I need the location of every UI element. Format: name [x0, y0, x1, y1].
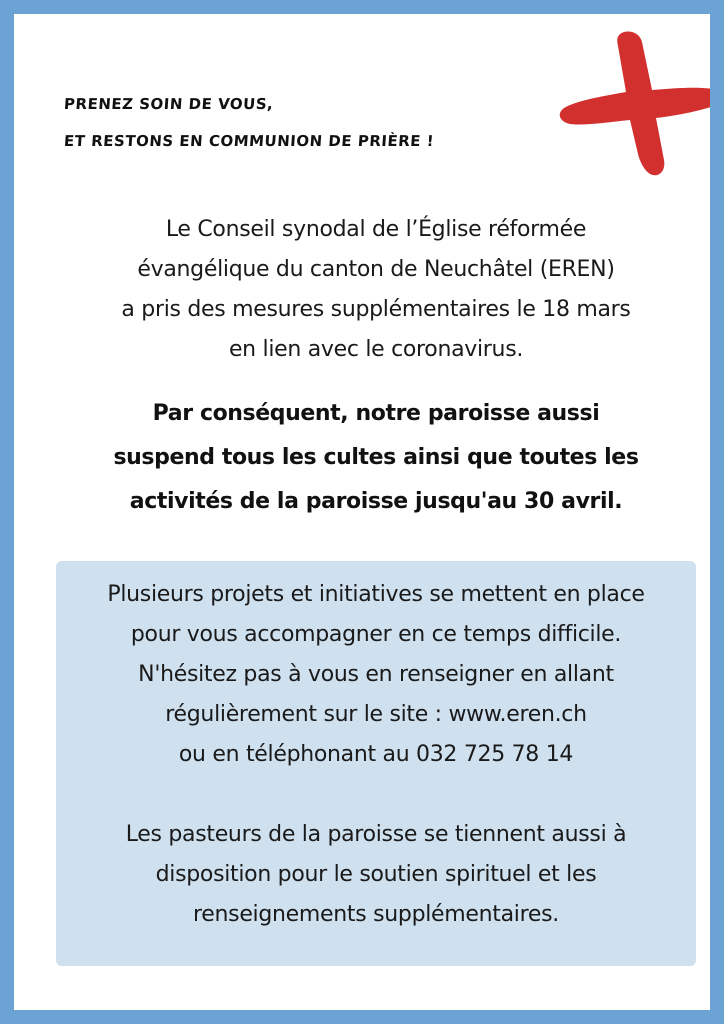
info-box	[56, 561, 696, 966]
intro-line: en lien avec le coronavirus.	[228, 337, 524, 362]
header-slogan	[64, 86, 624, 160]
info-line: renseignements supplémentaires.	[193, 902, 559, 927]
intro-line: évangélique du canton de Neuchâtel (EREN)	[137, 257, 615, 282]
info-line: disposition pour le soutien spirituel et les	[155, 862, 597, 887]
header-line-2: ET RESTONS EN COMMUNION DE PRIÈRE !	[63, 132, 435, 150]
notice-line: activités de la paroisse jusqu'au 30 avril.	[129, 489, 623, 514]
info-paragraph-projects	[56, 575, 696, 775]
important-notice	[44, 392, 708, 524]
intro-paragraph	[54, 210, 698, 370]
info-line: Les pasteurs de la paroisse se tiennent aussi à	[125, 822, 627, 847]
notice-line: Par conséquent, notre paroisse aussi	[152, 401, 600, 426]
intro-line: a pris des mesures supplémentaires le 18 mars	[121, 297, 631, 322]
info-line: Plusieurs projets et initiatives se mettent en place	[107, 582, 645, 607]
info-paragraph-pastors	[56, 815, 696, 935]
info-line-phone: ou en téléphonant au 032 725 78 14	[178, 742, 574, 767]
notice-line: suspend tous les cultes ainsi que toutes les	[113, 445, 639, 470]
intro-line: Le Conseil synodal de l’Église réformée	[165, 217, 587, 242]
info-line: N'hésitez pas à vous en renseigner en allant	[138, 662, 614, 687]
header-line-1: PRENEZ SOIN DE VOUS,	[63, 95, 274, 113]
info-line: pour vous accompagner en ce temps difficile.	[130, 622, 622, 647]
info-line-website: régulièrement sur le site : www.eren.ch	[165, 702, 587, 727]
